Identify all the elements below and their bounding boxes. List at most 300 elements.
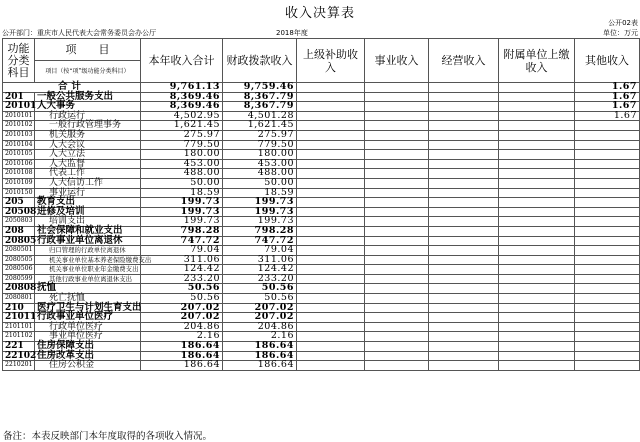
row-other — [575, 361, 640, 371]
row-code: 2010102 — [3, 121, 35, 131]
row-business — [365, 178, 429, 188]
row-total: 186.64 — [141, 342, 223, 352]
row-total: 207.02 — [141, 313, 223, 323]
row-operation — [429, 102, 499, 112]
row-fiscal: 453.00 — [223, 159, 297, 169]
row-superior — [297, 130, 365, 140]
row-fiscal: 18.59 — [223, 188, 297, 198]
header-total: 本年收入合计 — [141, 39, 223, 83]
row-business — [365, 361, 429, 371]
row-business — [365, 284, 429, 294]
row-business — [365, 226, 429, 236]
row-fiscal: 207.02 — [223, 303, 297, 313]
row-other — [575, 303, 640, 313]
row-business — [365, 198, 429, 208]
row-total: 747.72 — [141, 236, 223, 246]
row-other — [575, 178, 640, 188]
row-operation — [429, 322, 499, 332]
row-code: 2010105 — [3, 150, 35, 160]
row-code: 2010104 — [3, 140, 35, 150]
row-affiliated — [499, 226, 575, 236]
row-operation — [429, 226, 499, 236]
header-item-sub: 项目（按“项”级功能分类科目） — [35, 61, 141, 83]
table-row — [3, 121, 640, 131]
table-row — [3, 140, 640, 150]
row-business — [365, 150, 429, 160]
row-fiscal: 186.64 — [223, 351, 297, 361]
row-operation — [429, 313, 499, 323]
row-other: 1.67 — [575, 83, 640, 93]
row-total: 4,502.95 — [141, 111, 223, 121]
table-row — [3, 159, 640, 169]
row-total: 186.64 — [141, 351, 223, 361]
row-name: 人大事务 — [35, 102, 141, 112]
table-row — [3, 246, 640, 256]
row-total: 453.00 — [141, 159, 223, 169]
row-superior — [297, 313, 365, 323]
row-code: 2010109 — [3, 178, 35, 188]
row-total: 18.59 — [141, 188, 223, 198]
row-affiliated — [499, 313, 575, 323]
row-name: 事业运行 — [35, 188, 141, 198]
row-affiliated — [499, 284, 575, 294]
row-other — [575, 121, 640, 131]
row-superior — [297, 303, 365, 313]
row-fiscal: 798.28 — [223, 226, 297, 236]
row-fiscal: 311.06 — [223, 255, 297, 265]
row-other — [575, 313, 640, 323]
row-fiscal: 50.00 — [223, 178, 297, 188]
row-fiscal: 180.00 — [223, 150, 297, 160]
row-name: 教育支出 — [35, 198, 141, 208]
row-superior — [297, 361, 365, 371]
row-affiliated — [499, 294, 575, 304]
row-other — [575, 342, 640, 352]
row-total: 124.42 — [141, 265, 223, 275]
row-operation — [429, 294, 499, 304]
row-other — [575, 274, 640, 284]
row-operation — [429, 342, 499, 352]
row-code: 2080506 — [3, 265, 35, 275]
row-code: 20808 — [3, 284, 35, 294]
row-business — [365, 236, 429, 246]
row-business — [365, 121, 429, 131]
row-superior — [297, 178, 365, 188]
row-total: 275.97 — [141, 130, 223, 140]
table-row — [3, 178, 640, 188]
row-code: 2080505 — [3, 255, 35, 265]
row-operation — [429, 332, 499, 342]
row-other — [575, 246, 640, 256]
row-code: 2010103 — [3, 130, 35, 140]
row-other — [575, 217, 640, 227]
row-other — [575, 130, 640, 140]
row-fiscal: 488.00 — [223, 169, 297, 179]
row-name: 死亡抚恤 — [35, 294, 141, 304]
row-fiscal: 4,501.28 — [223, 111, 297, 121]
row-fiscal: 233.20 — [223, 274, 297, 284]
row-operation — [429, 83, 499, 93]
row-superior — [297, 198, 365, 208]
row-operation — [429, 255, 499, 265]
row-fiscal: 747.72 — [223, 236, 297, 246]
table-row — [3, 342, 640, 352]
row-name: 人大会议 — [35, 140, 141, 150]
row-code: 210 — [3, 303, 35, 313]
row-superior — [297, 246, 365, 256]
row-affiliated — [499, 150, 575, 160]
row-name: 代表工作 — [35, 169, 141, 179]
row-operation — [429, 207, 499, 217]
row-affiliated — [499, 169, 575, 179]
row-fiscal: 50.56 — [223, 294, 297, 304]
row-superior — [297, 150, 365, 160]
year-label: 2018年度 — [276, 29, 308, 37]
row-fiscal: 79.04 — [223, 246, 297, 256]
row-total: 207.02 — [141, 303, 223, 313]
row-code: 208 — [3, 226, 35, 236]
row-superior — [297, 236, 365, 246]
row-fiscal: 207.02 — [223, 313, 297, 323]
table-row — [3, 92, 640, 102]
row-superior — [297, 217, 365, 227]
row-business — [365, 159, 429, 169]
table-row — [3, 255, 640, 265]
row-business — [365, 217, 429, 227]
row-operation — [429, 92, 499, 102]
table-row — [3, 236, 640, 246]
table-row — [3, 150, 640, 160]
row-other — [575, 198, 640, 208]
row-business — [365, 92, 429, 102]
row-total: 779.50 — [141, 140, 223, 150]
row-affiliated — [499, 130, 575, 140]
row-other — [575, 226, 640, 236]
row-superior — [297, 351, 365, 361]
row-business — [365, 332, 429, 342]
row-other — [575, 351, 640, 361]
row-operation — [429, 284, 499, 294]
row-operation — [429, 188, 499, 198]
row-total: 186.64 — [141, 361, 223, 371]
row-name: 行政事业单位离退休 — [35, 236, 141, 246]
row-other — [575, 169, 640, 179]
row-business — [365, 313, 429, 323]
row-business — [365, 255, 429, 265]
row-affiliated — [499, 217, 575, 227]
row-business — [365, 303, 429, 313]
row-business — [365, 274, 429, 284]
table-row — [3, 265, 640, 275]
row-name: 人大立法 — [35, 150, 141, 160]
row-affiliated — [499, 342, 575, 352]
row-other — [575, 188, 640, 198]
row-name: 抚恤 — [35, 284, 141, 294]
row-name: 合计 — [3, 83, 141, 93]
row-total: 311.06 — [141, 255, 223, 265]
row-operation — [429, 198, 499, 208]
table-row — [3, 313, 640, 323]
row-business — [365, 111, 429, 121]
footnote: 备注：本表反映部门本年度取得的各项收入情况。 — [3, 431, 213, 442]
row-business — [365, 102, 429, 112]
row-superior — [297, 140, 365, 150]
row-total: 50.00 — [141, 178, 223, 188]
row-operation — [429, 130, 499, 140]
row-affiliated — [499, 246, 575, 256]
row-other — [575, 236, 640, 246]
row-other — [575, 140, 640, 150]
row-code: 2101101 — [3, 322, 35, 332]
row-superior — [297, 102, 365, 112]
header-superior: 上级补助收入 — [297, 39, 365, 83]
row-fiscal: 9,759.46 — [223, 83, 297, 93]
row-superior — [297, 207, 365, 217]
row-operation — [429, 169, 499, 179]
row-total: 8,369.46 — [141, 92, 223, 102]
header-fiscal: 财政拨款收入 — [223, 39, 297, 83]
row-fiscal: 186.64 — [223, 361, 297, 371]
row-fiscal: 199.73 — [223, 217, 297, 227]
table-row — [3, 361, 640, 371]
row-other — [575, 294, 640, 304]
row-total: 9,761.13 — [141, 83, 223, 93]
row-total: 180.00 — [141, 150, 223, 160]
row-total: 798.28 — [141, 226, 223, 236]
row-business — [365, 265, 429, 275]
row-business — [365, 130, 429, 140]
row-other — [575, 207, 640, 217]
row-operation — [429, 265, 499, 275]
row-total: 2.16 — [141, 332, 223, 342]
row-operation — [429, 274, 499, 284]
row-name: 归口管理的行政单位离退休 — [35, 246, 141, 256]
row-other — [575, 265, 640, 275]
row-code: 221 — [3, 342, 35, 352]
row-name: 其他行政事业单位离退休支出 — [35, 274, 141, 284]
row-affiliated — [499, 274, 575, 284]
row-affiliated — [499, 92, 575, 102]
table-row — [3, 332, 640, 342]
row-name: 机关事业单位基本养老保险缴费支出 — [35, 255, 141, 265]
row-superior — [297, 284, 365, 294]
row-total: 488.00 — [141, 169, 223, 179]
row-total: 50.56 — [141, 284, 223, 294]
department-label: 公开部门：重庆市人民代表大会常务委员会办公厅 — [2, 29, 156, 37]
table-row — [3, 169, 640, 179]
row-name: 住房公积金 — [35, 361, 141, 371]
row-superior — [297, 332, 365, 342]
row-name: 行政事业单位医疗 — [35, 313, 141, 323]
row-fiscal: 199.73 — [223, 207, 297, 217]
row-name: 住房改革支出 — [35, 351, 141, 361]
row-code: 2080501 — [3, 246, 35, 256]
page-title: 收入决算表 — [284, 6, 355, 21]
row-affiliated — [499, 236, 575, 246]
table-row — [3, 274, 640, 284]
row-other: 1.67 — [575, 102, 640, 112]
row-business — [365, 188, 429, 198]
row-affiliated — [499, 121, 575, 131]
row-other — [575, 284, 640, 294]
row-fiscal: 186.64 — [223, 342, 297, 352]
row-total: 199.73 — [141, 198, 223, 208]
row-business — [365, 140, 429, 150]
row-superior — [297, 188, 365, 198]
table-row — [3, 284, 640, 294]
row-affiliated — [499, 102, 575, 112]
row-affiliated — [499, 83, 575, 93]
table-row — [3, 207, 640, 217]
row-affiliated — [499, 140, 575, 150]
row-other: 1.67 — [575, 92, 640, 102]
row-superior — [297, 92, 365, 102]
row-code: 2080599 — [3, 274, 35, 284]
row-affiliated — [499, 322, 575, 332]
row-code: 201 — [3, 92, 35, 102]
row-business — [365, 294, 429, 304]
row-name: 培训支出 — [35, 217, 141, 227]
row-other — [575, 159, 640, 169]
row-name: 社会保障和就业支出 — [35, 226, 141, 236]
row-affiliated — [499, 361, 575, 371]
row-fiscal: 124.42 — [223, 265, 297, 275]
row-superior — [297, 226, 365, 236]
row-code: 2080801 — [3, 294, 35, 304]
header-code: 功能分类科目 — [3, 39, 35, 83]
row-total: 199.73 — [141, 207, 223, 217]
row-other — [575, 332, 640, 342]
form-code: 公开02表 — [608, 19, 638, 27]
row-code: 2010101 — [3, 111, 35, 121]
row-total: 8,369.46 — [141, 102, 223, 112]
header-business: 事业收入 — [365, 39, 429, 83]
row-fiscal: 8,367.79 — [223, 102, 297, 112]
row-fiscal: 779.50 — [223, 140, 297, 150]
row-affiliated — [499, 159, 575, 169]
table-row — [3, 198, 640, 208]
row-fiscal: 1,621.45 — [223, 121, 297, 131]
row-superior — [297, 159, 365, 169]
row-affiliated — [499, 207, 575, 217]
header-other: 其他收入 — [575, 39, 640, 83]
table-row — [3, 130, 640, 140]
row-business — [365, 169, 429, 179]
row-affiliated — [499, 332, 575, 342]
row-code: 20805 — [3, 236, 35, 246]
row-code: 2210201 — [3, 361, 35, 371]
row-superior — [297, 265, 365, 275]
row-superior — [297, 342, 365, 352]
row-code: 205 — [3, 198, 35, 208]
row-business — [365, 342, 429, 352]
table-row — [3, 102, 640, 112]
row-operation — [429, 150, 499, 160]
row-name: 行政运行 — [35, 111, 141, 121]
row-fiscal: 50.56 — [223, 284, 297, 294]
row-name: 住房保障支出 — [35, 342, 141, 352]
row-operation — [429, 351, 499, 361]
row-superior — [297, 294, 365, 304]
row-operation — [429, 361, 499, 371]
row-code: 2010106 — [3, 159, 35, 169]
row-total: 199.73 — [141, 217, 223, 227]
row-name: 进修及培训 — [35, 207, 141, 217]
header-operation: 经营收入 — [429, 39, 499, 83]
table-row — [3, 351, 640, 361]
unit-label: 单位：万元 — [603, 29, 638, 37]
income-table — [2, 38, 640, 371]
row-superior — [297, 121, 365, 131]
row-total: 204.86 — [141, 322, 223, 332]
row-name: 人大监督 — [35, 159, 141, 169]
row-operation — [429, 159, 499, 169]
row-other — [575, 255, 640, 265]
row-name: 机关事业单位职业年金缴费支出 — [35, 265, 141, 275]
row-affiliated — [499, 178, 575, 188]
row-fiscal: 204.86 — [223, 322, 297, 332]
row-operation — [429, 303, 499, 313]
row-fiscal: 8,367.79 — [223, 92, 297, 102]
row-affiliated — [499, 265, 575, 275]
row-other — [575, 322, 640, 332]
row-fiscal: 199.73 — [223, 198, 297, 208]
row-fiscal: 275.97 — [223, 130, 297, 140]
row-operation — [429, 246, 499, 256]
row-operation — [429, 178, 499, 188]
row-superior — [297, 255, 365, 265]
row-code: 2010150 — [3, 188, 35, 198]
row-business — [365, 351, 429, 361]
row-name: 机关服务 — [35, 130, 141, 140]
row-name: 一般公共服务支出 — [35, 92, 141, 102]
row-operation — [429, 140, 499, 150]
table-row — [3, 188, 640, 198]
row-operation — [429, 121, 499, 131]
row-code: 21011 — [3, 313, 35, 323]
row-superior — [297, 322, 365, 332]
row-affiliated — [499, 188, 575, 198]
row-superior — [297, 83, 365, 93]
row-code: 2101102 — [3, 332, 35, 342]
row-name: 一般行政管理事务 — [35, 121, 141, 131]
row-affiliated — [499, 255, 575, 265]
row-code: 22102 — [3, 351, 35, 361]
row-affiliated — [499, 303, 575, 313]
row-code: 2050803 — [3, 217, 35, 227]
row-business — [365, 246, 429, 256]
row-business — [365, 322, 429, 332]
row-affiliated — [499, 111, 575, 121]
row-superior — [297, 274, 365, 284]
row-operation — [429, 111, 499, 121]
row-operation — [429, 236, 499, 246]
row-total: 50.56 — [141, 294, 223, 304]
row-superior — [297, 111, 365, 121]
row-code: 20508 — [3, 207, 35, 217]
row-name: 行政单位医疗 — [35, 322, 141, 332]
header-item: 项 目 — [35, 39, 141, 61]
row-name: 医疗卫生与计划生育支出 — [35, 303, 141, 313]
row-code: 2010108 — [3, 169, 35, 179]
row-other: 1.67 — [575, 111, 640, 121]
row-total: 79.04 — [141, 246, 223, 256]
row-name: 人大信访工作 — [35, 178, 141, 188]
row-total: 233.20 — [141, 274, 223, 284]
row-other — [575, 150, 640, 160]
row-name: 事业单位医疗 — [35, 332, 141, 342]
row-business — [365, 207, 429, 217]
